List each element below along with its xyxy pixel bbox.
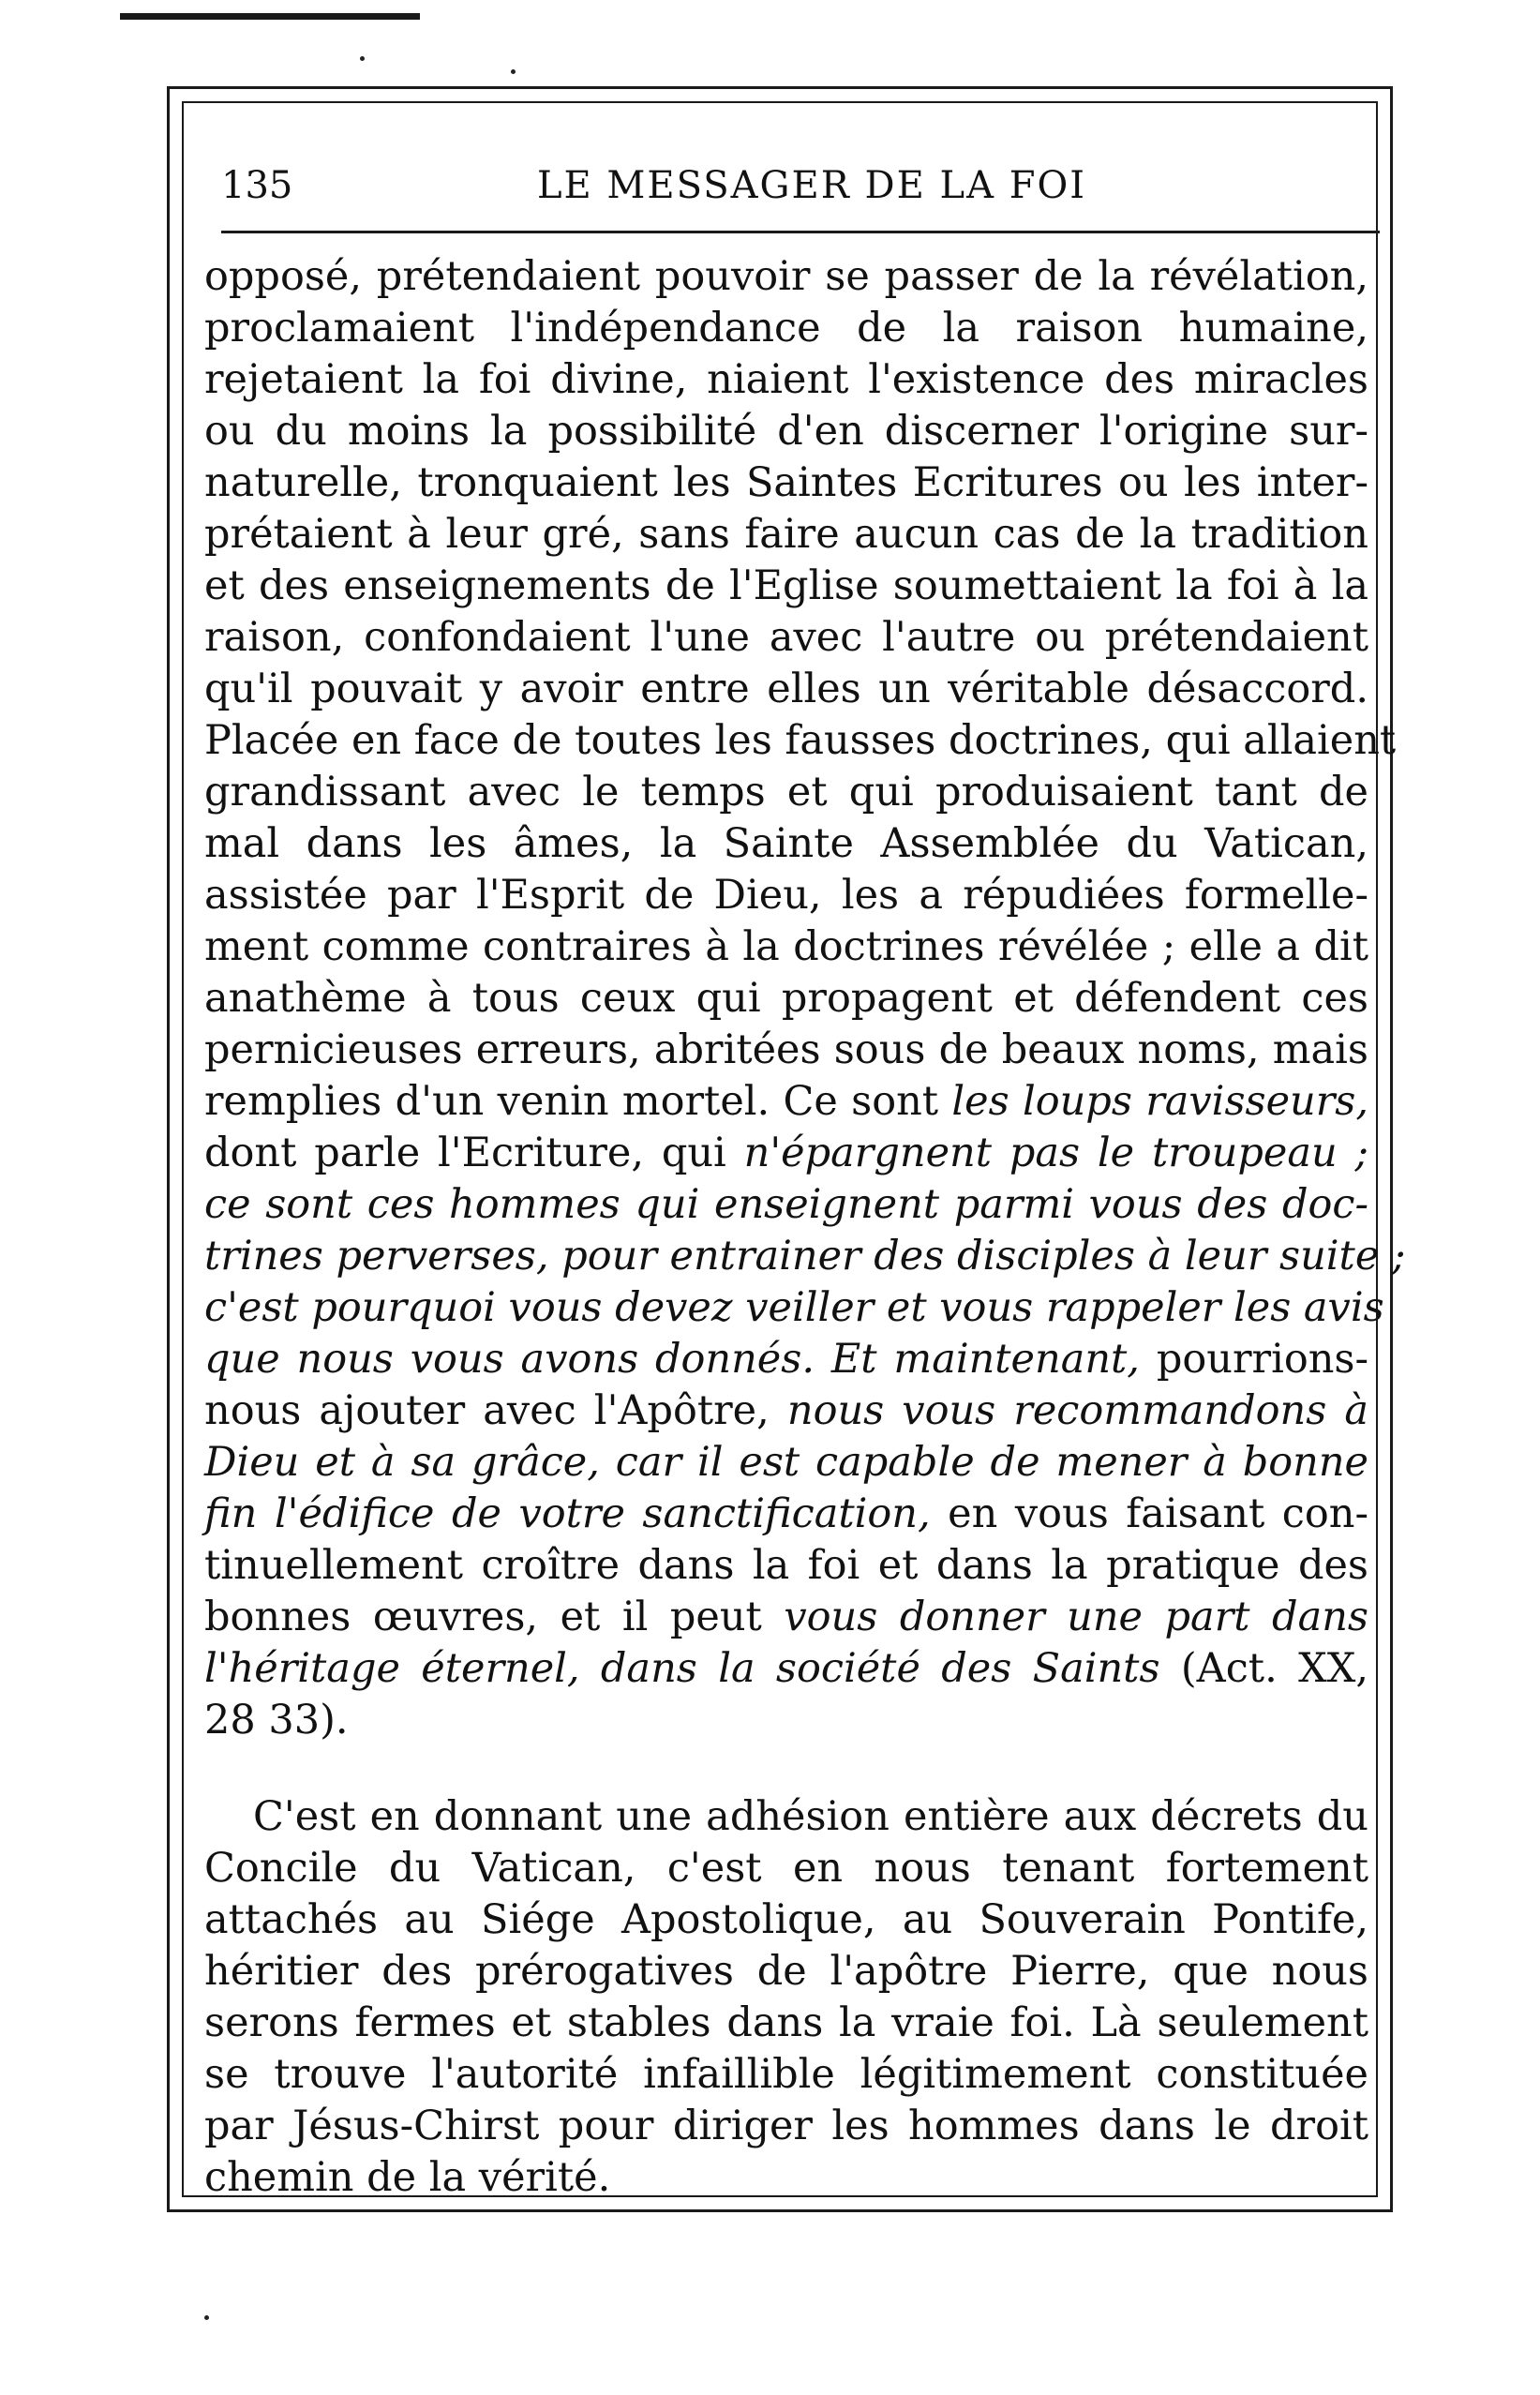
print-speck <box>511 69 516 74</box>
italic-segment: vous donner une part dans <box>784 1594 1368 1640</box>
page-number: 135 <box>221 164 293 207</box>
italic-segment: c'est pourquoi vous devez veiller et vous rappeler les avis <box>204 1284 1384 1331</box>
text-line <box>204 1643 1368 1695</box>
text-line: ment comme contraires à la doctrines révélée ; elle a dit <box>204 923 1368 970</box>
text-line: tinuellement croître dans la foi et dans la pratique des <box>204 1542 1368 1589</box>
text-line: raison, confondaient l'une avec l'autre ou prétendaient <box>204 614 1368 661</box>
text-line: naturelle, tronquaient les Saintes Ecritures ou les inter- <box>204 459 1368 506</box>
text-line: attachés au Siége Apostolique, au Souverain Pontife, <box>204 1896 1368 1943</box>
text-line: par Jésus-Chirst pour diriger les hommes dans le droit <box>204 2103 1368 2149</box>
text-line: Concile du Vatican, c'est en nous tenant fortement <box>204 1845 1368 1892</box>
body-text <box>204 251 1406 2204</box>
italic-segment: fin l'édifice de votre sanctification, <box>204 1490 931 1537</box>
italic-segment: l'héritage éternel, dans la société des Saints <box>204 1645 1160 1692</box>
text-line: grandissant avec le temps et qui produisaient tant de <box>204 769 1368 816</box>
text-segment: en vous faisant con- <box>948 1490 1368 1537</box>
text-line: opposé, prétendaient pouvoir se passer de la révélation, <box>204 253 1368 300</box>
text-line: héritier des prérogatives de l'apôtre Pierre, que nous <box>204 1948 1368 1995</box>
paragraph-gap <box>204 1746 1368 1791</box>
italic-segment: trines perverses, pour entrainer des disciples à leur suite ; <box>204 1233 1406 1280</box>
text-segment: remplies d'un venin mortel. Ce sont <box>204 1078 939 1125</box>
text-segment: (Act. XX, <box>1180 1645 1368 1692</box>
text-line <box>204 1385 1368 1437</box>
italic-segment: que nous vous avons donnés. <box>204 1336 815 1383</box>
text-line: rejetaient la foi divine, niaient l'existence des miracles <box>204 356 1368 403</box>
text-line: prétaient à leur gré, sans faire aucun cas de la tradition <box>204 511 1368 558</box>
text-line <box>204 1437 1368 1489</box>
text-line <box>204 1282 1384 1334</box>
italic-segment: Et maintenant, <box>830 1336 1140 1383</box>
italic-segment: les loups ravisseurs, <box>951 1078 1369 1125</box>
text-line: 28 33). <box>204 1697 349 1744</box>
text-line <box>204 1489 1368 1540</box>
italic-segment: nous vous recommandons à <box>786 1387 1368 1434</box>
text-line: chemin de la vérité. <box>204 2154 611 2201</box>
text-line <box>204 1231 1406 1282</box>
text-line: qu'il pouvait y avoir entre elles un véritable désaccord. <box>204 666 1368 712</box>
text-line <box>204 1076 1368 1128</box>
text-line: se trouve l'autorité infaillible légitimement constituée <box>204 2051 1368 2098</box>
page-header <box>221 157 1346 214</box>
text-line: anathème à tous ceux qui propagent et défendent ces <box>204 975 1368 1022</box>
text-line: ou du moins la possibilité d'en discerner l'origine sur- <box>204 408 1368 455</box>
text-line: et des enseignements de l'Eglise soumettaient la foi à la <box>204 562 1368 609</box>
italic-segment: n'épargnent pas le troupeau ; <box>743 1130 1369 1176</box>
text-segment: nous ajouter avec l'Apôtre, <box>204 1387 770 1434</box>
print-speck <box>360 56 365 61</box>
italic-segment: ce sont ces hommes qui enseignent parmi vous des doc- <box>204 1181 1368 1228</box>
text-line: proclamaient l'indépendance de la raison humaine, <box>204 305 1368 352</box>
text-line: serons fermes et stables dans la vraie foi. Là seulement <box>204 1999 1368 2046</box>
text-line: assistée par l'Esprit de Dieu, les a répudiées formelle- <box>204 872 1368 919</box>
header-rule <box>221 231 1380 233</box>
italic-segment: Dieu et à sa grâce, car il est capable de mener à bonne <box>204 1439 1368 1486</box>
text-segment: pourrions- <box>1156 1336 1369 1383</box>
text-line: C'est en donnant une adhésion entière aux décrets du <box>253 1793 1368 1840</box>
text-segment: bonnes œuvres, et il peut <box>204 1594 762 1640</box>
text-segment: dont parle l'Ecriture, qui <box>204 1130 726 1176</box>
text-line <box>204 1334 1368 1385</box>
text-line: Placée en face de toutes les fausses doctrines, qui allaient <box>204 717 1397 764</box>
text-line <box>204 1179 1368 1231</box>
text-line: mal dans les âmes, la Sainte Assemblée du Vatican, <box>204 820 1368 867</box>
text-line <box>204 1128 1368 1179</box>
text-line <box>204 1592 1368 1643</box>
running-title: LE MESSAGER DE LA FOI <box>536 164 1087 207</box>
print-speck <box>204 2315 209 2320</box>
top-decorative-rule <box>120 13 420 20</box>
text-line: pernicieuses erreurs, abritées sous de beaux noms, mais <box>204 1026 1368 1073</box>
